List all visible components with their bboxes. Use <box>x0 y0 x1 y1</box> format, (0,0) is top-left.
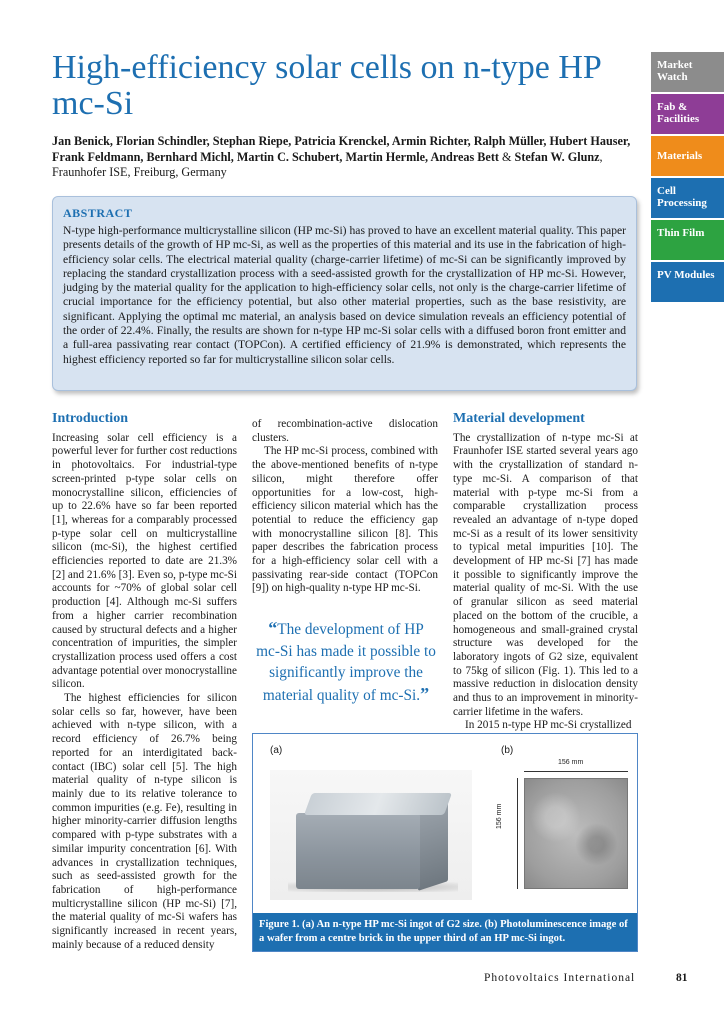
column-middle <box>252 418 438 596</box>
section-tab-label: Thin Film <box>657 227 705 239</box>
section-tab-materials[interactable] <box>651 136 724 176</box>
ingot-photo <box>270 770 472 900</box>
dimension-height-line <box>517 778 518 889</box>
dimension-width-label: 156 mm <box>558 759 584 766</box>
paragraph: In 2015 n-type HP mc-Si crystallized <box>465 719 632 732</box>
paragraph: The highest efficiencies for silicon solar cells so far, however, have been achieved with n-type silicon, with a record efficiency of 26.7% being reported for an interdigitated back-contact (IBC) solar cell [5]. The high material quality of n-type silicon is mainly due to its relative tolerance to common impurities (e.g. Fe), resulting in higher minority-carrier diffusion lengths compared with p-type substrates with a similar impurity concentration [6]. With advances in crystallization techniques, such as seed-assisted growth for the fabrication of high-performance multicrystalline silicon (HP mc-Si) [7], the material quality of mc-Si wafers has significantly increased in recent years, mainly because of a reduced density <box>52 692 237 951</box>
material-heading: Material development <box>453 411 585 426</box>
abstract-heading: ABSTRACT <box>63 206 133 220</box>
author-list <box>52 134 632 181</box>
quote-text: The development of HP mc-Si has made it possible to significantly improve the material quality of mc-Si. <box>256 621 436 704</box>
section-tab-pv-modules[interactable] <box>651 262 724 302</box>
section-tab-market-watch[interactable] <box>651 52 724 92</box>
figure-caption: Figure 1. (a) An n-type HP mc-Si ingot of G2 size. (b) Photoluminescence image of a wafer from a centre brick in the upper third of an HP mc-Si ingot. <box>253 913 637 951</box>
section-tab-label: Market Watch <box>657 59 693 83</box>
author-last: Stefan W. Glunz <box>514 149 600 164</box>
column-introduction <box>52 412 237 952</box>
quote-close-mark: ” <box>420 683 430 704</box>
section-tab-label: Fab & Facilities <box>657 101 700 125</box>
article-title: High-efficiency solar cells on n-type HP mc-Si <box>52 49 601 122</box>
section-tab-label: Cell Processing <box>657 185 707 209</box>
paragraph: The crystallization of n-type mc-Si at Fraunhofer ISE started several years ago with the crystallization of standard n-type mc-Si. A comparison of that material with p-type mc-Si from a comparable crystallization process revealed an advantage of n-type doped mc-Si as a result of its lower sensitivity to typical metal impurities [10]. The development of HP mc-Si [7] has made it possible to significantly improve the material quality of mc-Si. With the use of granular silicon as seed material placed on the bottom of the crucible, a homogeneous and small-grained crystal structure was developed for the laboratory ingots of G2 size, equivalent to 75kg of silicon (Fig. 1). This led to a massive reduction in dislocation density and thus to an improvement in minority-carrier lifetime in the wafers. <box>453 431 638 718</box>
author-names: Jan Benick, Florian Schindler, Stephan Riepe, Patricia Krenckel, Armin Richter, Ralph Müller, Hubert Hauser, Frank Feldmann, Bernhard Michl, Martin C. Schubert, Martin Hermle, Andreas Bett <box>52 134 631 164</box>
abstract-text: N-type high-performance multicrystalline silicon (HP mc-Si) has proved to have an excellent material quality. This paper presents details of the growth of HP mc-Si, as well as the properties of this material and its use in the fabrication of high-efficiency solar cells. The electrical material quality (charge-carrier lifetime) of mc-Si can be significantly improved by replacing the standard crystallization process with a seed-assisted growth for the crystallization of HP mc-Si. However, judging by the material quality for the application to high-efficiency solar cells, not only is the charge-carrier lifetime of crucial importance for the efficiency potential, but also other material properties, such as the base resistivity, are significant. Applying the optimal mc material, an analysis based on device simulation reveals an efficiency potential of the order of 22.4%. Finally, the results are shown for n-type HP mc-Si solar cells with a diffused boron front emitter and a full-area passivating rear contact (TOPCon). A certified efficiency of 21.9% is demonstrated, which represents the highest efficiency reported so far for multicrystalline silicon solar cells. <box>63 224 626 366</box>
figure-1 <box>252 733 638 952</box>
section-nav <box>651 52 724 304</box>
paragraph: of recombination-active dislocation clusters. <box>252 418 438 444</box>
section-tab-label: PV Modules <box>657 269 715 281</box>
section-tab-fab-facilities[interactable] <box>651 94 724 134</box>
author-ampersand: & <box>498 149 515 164</box>
dimension-width-line <box>524 771 628 772</box>
column-material-development <box>453 412 638 733</box>
figure-label-b: (b) <box>501 745 514 756</box>
page-number: 81 <box>676 972 688 984</box>
section-tab-thin-film[interactable] <box>651 220 724 260</box>
dimension-height-label: 156 mm <box>496 803 503 829</box>
author-affiliation: , Fraunhofer ISE, Freiburg, Germany <box>52 149 603 179</box>
section-tab-label: Materials <box>657 150 703 162</box>
paragraph: Increasing solar cell efficiency is a powerful lever for further cost reductions in photovoltaics. For industrial-type screen-printed p-type solar cells on monocrystalline silicon, efficiencies of up to 22.6% have so far been reported [1], whereas for a comparably processed p-type solar cell on multicrystalline silicon (mc-Si), the highest certified efficiencies reported to date are 21.3% [2] and 21.6% [3]. Even so, p-type mc-Si accounts for ~70% of global solar cell production [4]. Although mc-Si suffers from a higher carrier recombination caused by structural defects and a higher concentration of impurities, the simpler crystallization process used offers a cost advantage potential over monocrystalline silicon. <box>52 431 237 691</box>
photoluminescence-image <box>524 778 628 889</box>
quote-open-mark: “ <box>268 618 278 638</box>
pull-quote <box>256 618 436 706</box>
introduction-heading: Introduction <box>52 411 128 426</box>
journal-name: Photovoltaics International <box>484 972 636 984</box>
abstract-box <box>52 196 637 391</box>
paragraph: The HP mc-Si process, combined with the above-mentioned benefits of n-type silicon, might therefore offer opportunities for a low-cost, high-efficiency silicon material which has the potential to reduce the efficiency gap with monocrystalline silicon [8]. This paper describes the fabrication process for a high-efficiency solar cell with a passivating rear-side contact (TOPCon [9]) on high-quality n-type HP mc-Si. <box>252 445 438 595</box>
figure-label-a: (a) <box>270 745 283 756</box>
section-tab-cell-processing[interactable] <box>651 178 724 218</box>
